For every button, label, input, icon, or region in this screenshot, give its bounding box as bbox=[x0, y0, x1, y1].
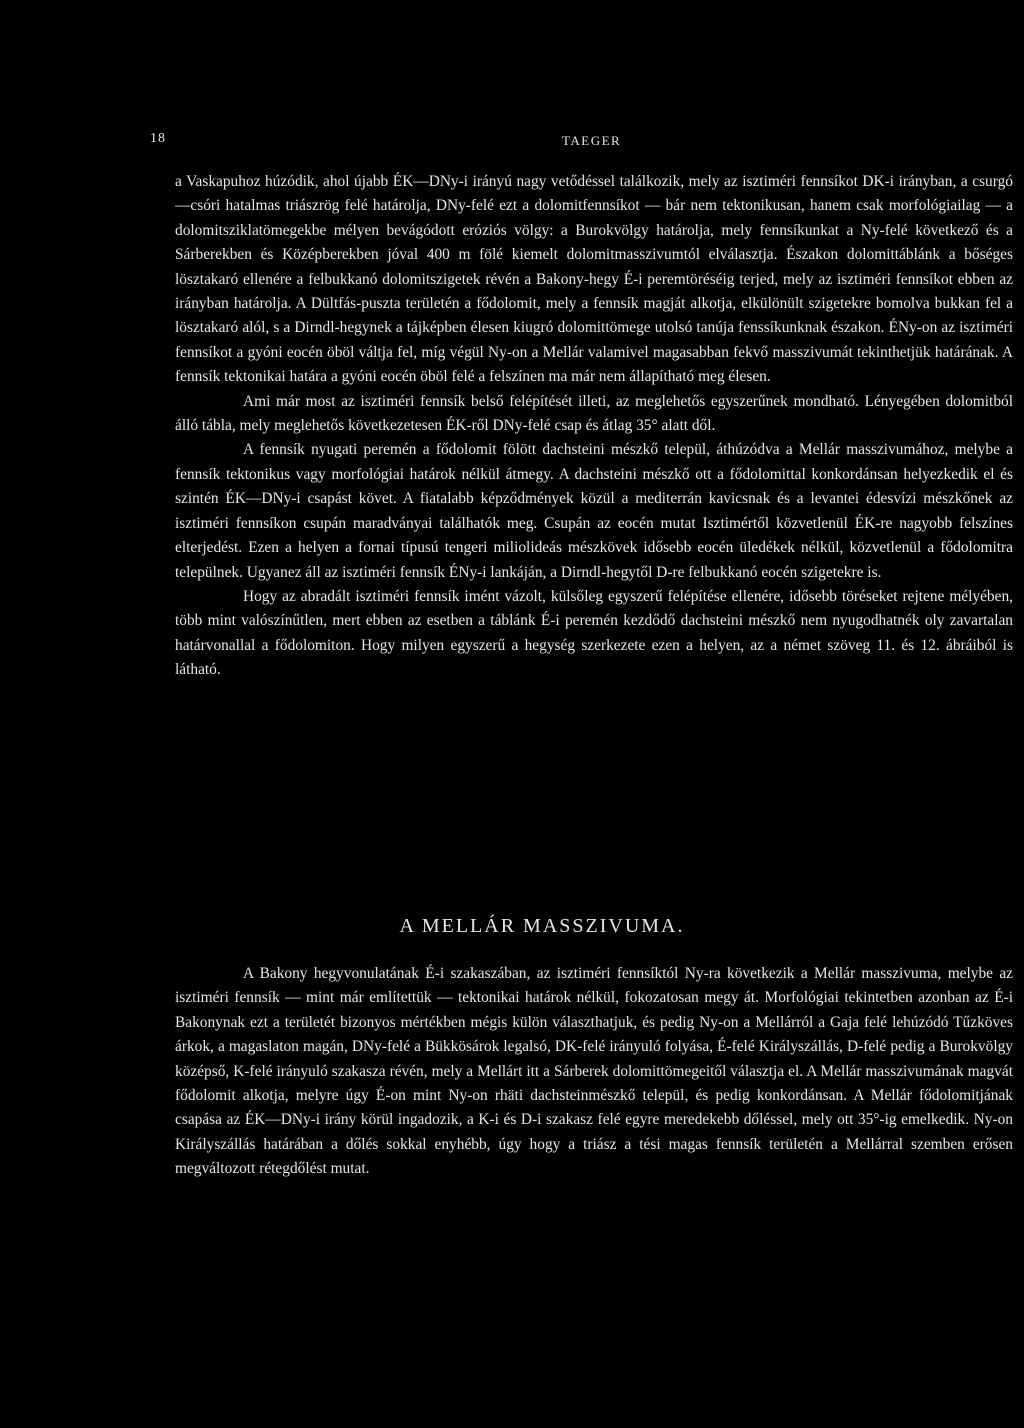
section-text bbox=[175, 962, 1013, 1182]
section-paragraph: A Bakony hegyvonulatának É-i szakaszában, az isztiméri fennsíktól Ny-ra következik a Mellár masszivuma, melybe az isztiméri fennsík — mint már említettük — tektonikai határok nélkül, fokozatosan megy át. Morfológiai tekintetben azonban az É-i Bakonynak ezt a területét bizonyos mértékben mégis külön választhatjuk, és pedig Ny-on a Mellárról a Gaja felé lehúzódó Tűzköves árkok, a magaslaton magán, DNy-felé a Bükkösárok legalsó, DK-felé irányuló folyása, É-felé Királyszállás, D-felé pedig a Burokvölgy középső, K-felé irányuló szakasza révén, mely a Mellárt itt a Sárberek dolomittömegeitől választja el. A Mellár masszivumának magvát fődolomit alkotja, melyre úgy É-on mint Ny-on rhäti dachsteinmészkő települ, és pedig konkordánsan. A Mellár fődolomitjának csapása az ÉK—DNy-i irány körül ingadozik, a K-i és D-i szakasz felé egyre meredekebb dőléssel, mely ott 35°-ig emelkedik. Ny-on Királyszállás határában a dőlés sokkal enyhébb, úgy hogy a triász a tési magas fennsík területén a Mellárral szemben erősen megváltozott rétegdőlést mutat. bbox=[175, 965, 1013, 1178]
body-text bbox=[175, 170, 1013, 683]
paragraph-2: Ami már most az isztiméri fennsík belső felépítését illeti, az meglehetős egyszerűnek mondható. Lényegében dolomitból álló tábla, mely meglehetős következetesen ÉK-ről DNy-felé csap és átlag 35° alatt dől. bbox=[175, 392, 1013, 435]
paragraph-3: A fennsík nyugati peremén a fődolomit fölött dachsteini mészkő települ, áthúzódva a Mellár masszivumához, melybe a fennsík tektonikus vagy morfológiai határok nélkül átmegy. A dachsteini mészkő ott a fődolomittal konkordánsan helyezkedik el és szintén ÉK—DNy-i csapást követ. A fiatalabb képződmények közül a mediterrán kavicsnak és a levantei édesvízi mészkőnek az isztiméri fennsíkon csupán maradványai találhatók meg. Csupán az eocén mutat Isztimértől közvetlenül ÉK-re nagyobb felszínes elterjedést. Ezen a helyen a fornai típusú tengeri miliolideás mészkövek idősebb eocén üledékek nélkül, közvetlenül a fődolomitra települnek. Ugyanez áll az isztiméri fennsík ÉNy-i lankáján, a Dirndl-hegytől D-re felbukkanó eocén szigetekre is. bbox=[175, 441, 1013, 581]
paragraph-4: Hogy az abradált isztiméri fennsík imént vázolt, külsőleg egyszerű felépítése ellenére, idősebb töréseket rejtene mélyében, több mint valószínűtlen, mert ebben az esetben a táblánk É-i peremén kezdődő dachsteini mészkő nem nyugodhatnék oly zavartalan határvonallal a fődolomiton. Hogy milyen egyszerű a hegység szerkezete ezen a helyen, az a német szöveg 11. és 12. ábráiból is látható. bbox=[175, 587, 1013, 679]
running-head: TAEGER bbox=[562, 133, 622, 148]
page-header bbox=[150, 131, 870, 153]
page-number: 18 bbox=[150, 131, 166, 146]
paragraph-1: a Vaskapuhoz húzódik, ahol újabb ÉK—DNy-i irányú nagy vetődéssel találkozik, mely az isztiméri fennsíkot DK-i irányban, a csurgó—csóri hatalmas triászrög felé határolja, DNy-felé ezt a dolomitfennsíkot — bár nem tektonikusan, hanem csak morfológiailag — a dolomitsziklatömegekbe mélyen bevágódott eróziós völgy: a Burokvölgy határolja, mely fennsíkunkat a Ny-felé következő és a Sárberekben és Középberekben jóval 400 m fölé kiemelt dolomitmasszivumtól elválasztja. Északon dolomittáblánk a bőséges lösztakaró ellenére a felbukkanó dolomitszigetek révén a Bakony-hegy É-i peremtöréséig terjed, mely az isztiméri fennsíkot ebben az irányban határolja. A Dültfás-puszta területén a fődolomit, mely a fennsík magját alkotja, elkülönült szigetekre bomolva bukkan fel a lösztakaró alól, s a Dirndl-hegynek a tájképben élesen kiugró dolomittömege utolsó tanúja fenssíkunknak északon. ÉNy-on az isztiméri fennsíkot a gyóni eocén öböl váltja fel, míg végül Ny-on a Mellár valamivel magasabban fekvő masszivumát tekinthetjük határának. A fennsík tektonikai határa a gyóni eocén öböl felé a felszínen ma már nem állapítható meg élesen. bbox=[175, 173, 1013, 386]
section-title: A MELLÁR MASSZIVUMA. bbox=[399, 915, 685, 937]
